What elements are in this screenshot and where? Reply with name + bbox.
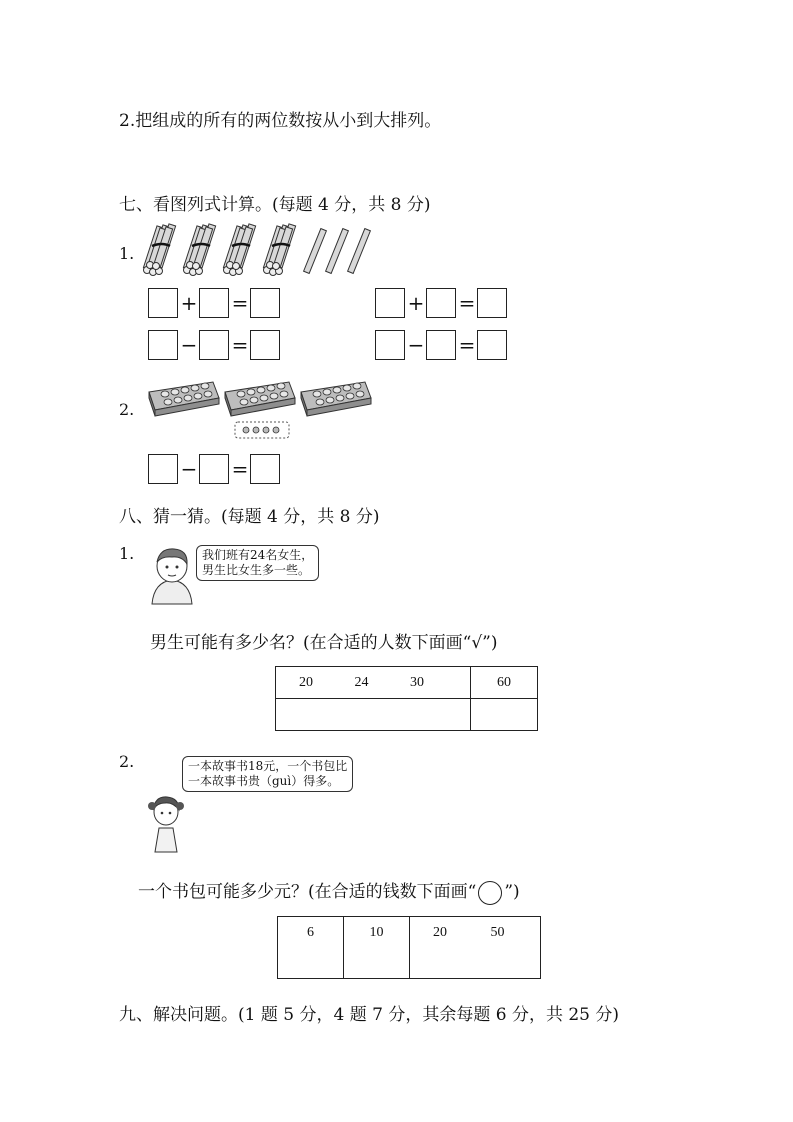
section-7-title: 七、看图列式计算。(每题 4 分，共 8 分) xyxy=(119,195,431,215)
answer-box[interactable] xyxy=(148,330,178,360)
answer-box[interactable] xyxy=(375,330,405,360)
answer-box[interactable] xyxy=(148,288,178,318)
problem-7-1-number: 1. xyxy=(119,244,135,263)
speech-bubble-girl xyxy=(182,756,353,792)
answer-box[interactable] xyxy=(426,288,456,318)
bubble-line: 一本故事书18元，一个书包比 xyxy=(188,759,348,773)
plus-sign: + xyxy=(180,291,198,315)
equals-sign: = xyxy=(231,457,249,481)
table-cell xyxy=(276,667,471,699)
answer-box[interactable] xyxy=(199,454,229,484)
egg-trays-illustration xyxy=(143,374,373,444)
option-50[interactable]: 50 xyxy=(490,925,505,940)
bubble-line: 我们班有24名女生， xyxy=(202,548,314,562)
boy-illustration xyxy=(146,544,198,606)
answer-cell[interactable] xyxy=(471,699,538,731)
problem-7-2-number: 2. xyxy=(119,400,135,419)
stick-bundles-illustration xyxy=(140,220,380,280)
table-cell xyxy=(410,917,541,979)
option-20[interactable]: 20 xyxy=(433,925,447,940)
section-8-title: 八、猜一猜。(每题 4 分，共 8 分) xyxy=(119,507,380,527)
answer-cell[interactable] xyxy=(276,699,471,731)
section-9-title: 九、解决问题。(1 题 5 分，4 题 7 分，其余每题 6 分，共 25 分) xyxy=(119,1005,620,1025)
question-6-2: 2.把组成的所有的两位数按从小到大排列。 xyxy=(119,111,442,131)
question-text: 一个书包可能多少元？(在合适的钱数下面画“ xyxy=(138,882,477,902)
plus-sign: + xyxy=(407,291,425,315)
option-24: 24 xyxy=(354,674,369,690)
problem-8-2-number: 2. xyxy=(119,752,135,771)
question-8-1: 男生可能有多少名？(在合适的人数下面画“√”) xyxy=(150,633,498,653)
equals-sign: = xyxy=(231,291,249,315)
bubble-line: 男生比女生多一些。 xyxy=(202,563,311,577)
equals-sign: = xyxy=(458,291,476,315)
equals-sign: = xyxy=(231,333,249,357)
answer-box[interactable] xyxy=(250,454,280,484)
option-10[interactable]: 10 xyxy=(344,917,410,979)
speech-bubble-boy xyxy=(196,545,319,581)
answer-box[interactable] xyxy=(148,454,178,484)
option-6[interactable]: 6 xyxy=(278,917,344,979)
bubble-line: 一本故事书贵（guì）得多。 xyxy=(188,774,340,788)
answer-box[interactable] xyxy=(426,330,456,360)
circle-mark-icon xyxy=(478,881,502,905)
equals-sign: = xyxy=(458,333,476,357)
answer-box[interactable] xyxy=(250,288,280,318)
minus-sign: − xyxy=(407,333,425,357)
answer-box[interactable] xyxy=(199,288,229,318)
option-60: 60 xyxy=(471,667,538,699)
answer-box[interactable] xyxy=(250,330,280,360)
question-text-end: ”) xyxy=(504,882,520,902)
minus-sign: − xyxy=(180,457,198,481)
question-8-2 xyxy=(138,877,520,905)
minus-sign: − xyxy=(180,333,198,357)
option-20: 20 xyxy=(299,674,313,690)
option-30: 30 xyxy=(410,674,424,690)
choice-table-bag xyxy=(277,916,541,979)
answer-box[interactable] xyxy=(375,288,405,318)
answer-box[interactable] xyxy=(199,330,229,360)
girl-illustration xyxy=(145,790,187,856)
answer-box[interactable] xyxy=(477,330,507,360)
problem-8-1-number: 1. xyxy=(119,544,135,563)
choice-table-boys xyxy=(275,666,538,731)
answer-box[interactable] xyxy=(477,288,507,318)
